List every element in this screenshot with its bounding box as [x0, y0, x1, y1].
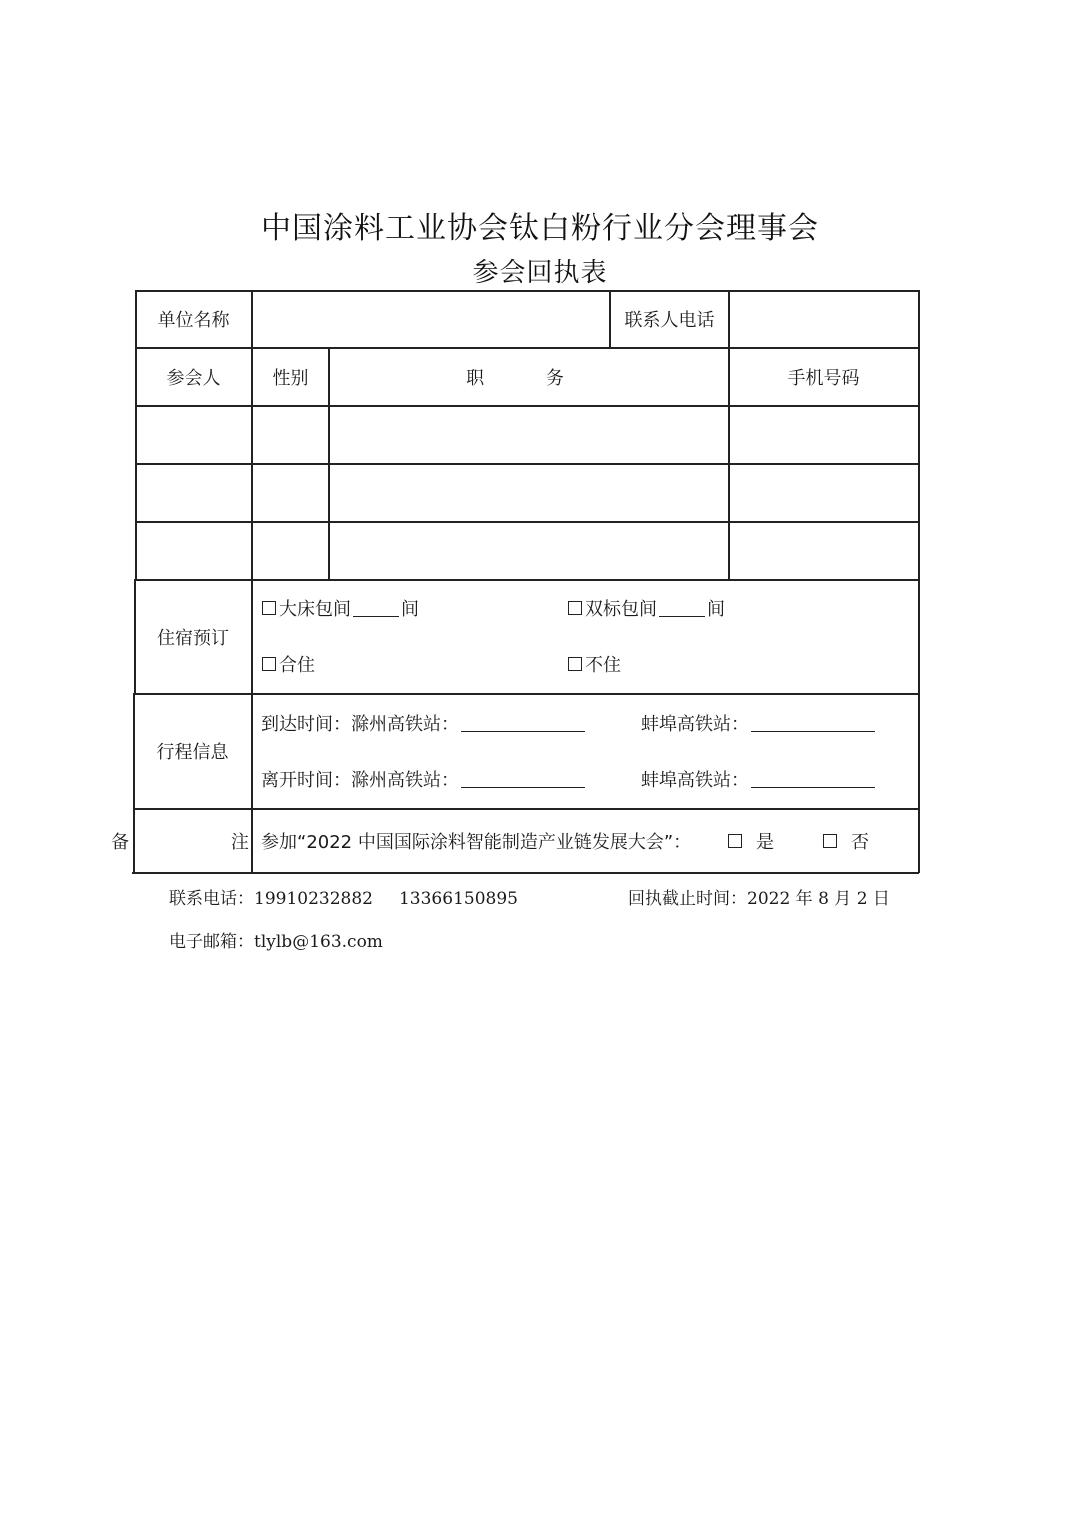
arrival-label: 到达时间：	[261, 714, 351, 735]
attendee-name-field[interactable]	[137, 407, 250, 462]
form-subtitle: 参会回执表	[472, 258, 608, 288]
lodging-shared-label: 合住	[279, 655, 315, 676]
attendee-name-field[interactable]	[137, 465, 250, 520]
checkbox-icon	[262, 601, 276, 615]
form-title: 中国涂料工业协会钛白粉行业分会理事会	[261, 211, 819, 246]
attendee-position-field[interactable]	[330, 523, 727, 578]
departure-bengbu-blank[interactable]	[751, 771, 875, 788]
unit-name-field[interactable]	[253, 291, 608, 347]
mobile-header: 手机号码	[787, 367, 860, 389]
arrival-bengbu-row	[641, 708, 877, 738]
phone-number: 13366150895	[398, 889, 518, 909]
yes-label: 是	[756, 831, 774, 853]
checkbox-icon	[568, 601, 582, 615]
no-label: 否	[851, 831, 869, 853]
room-count-blank[interactable]	[353, 600, 399, 617]
lodging-label: 住宿预订	[157, 627, 229, 649]
remarks-yes-option[interactable]	[728, 809, 774, 872]
email-label: 电子邮箱：	[169, 932, 254, 952]
contact-phone-field[interactable]	[730, 291, 917, 347]
deadline-value: 2022 年 8 月 2 日	[747, 889, 890, 909]
departure-row	[261, 764, 587, 794]
checkbox-icon	[823, 834, 837, 848]
lodging-king-label: 大床包间	[279, 599, 351, 620]
checkbox-icon	[728, 834, 742, 848]
bengbu-station-label: 蚌埠高铁站：	[641, 714, 749, 735]
deadline-label: 回执截止时间：	[628, 889, 747, 909]
room-unit-label: 间	[401, 599, 419, 620]
room-count-blank[interactable]	[659, 600, 705, 617]
lodging-shared-option[interactable]	[262, 650, 315, 678]
attendee-gender-field[interactable]	[253, 407, 327, 462]
contact-phone-line	[169, 884, 518, 909]
attendee-mobile-field[interactable]	[730, 465, 917, 520]
bengbu-station-label: 蚌埠高铁站：	[641, 770, 749, 791]
departure-label: 离开时间：	[261, 770, 351, 791]
chuzhou-station-label: 滁州高铁站：	[351, 770, 459, 791]
arrival-bengbu-blank[interactable]	[751, 715, 875, 732]
email-value[interactable]: tlylb@163.com	[254, 932, 383, 952]
remarks-text: 参加“2022 中国国际涂料智能制造产业链发展大会”：	[261, 831, 692, 853]
lodging-king-option[interactable]	[262, 594, 419, 622]
lodging-twin-label: 双标包间	[585, 599, 657, 620]
email-line	[169, 927, 383, 952]
attendee-gender-field[interactable]	[253, 523, 327, 578]
departure-chuzhou-blank[interactable]	[461, 771, 585, 788]
arrival-row	[261, 708, 587, 738]
gender-header: 性别	[272, 367, 309, 389]
departure-bengbu-row	[641, 764, 877, 794]
lodging-none-option[interactable]	[568, 650, 621, 678]
attendee-mobile-field[interactable]	[730, 523, 917, 578]
phone-label: 联系电话：	[169, 889, 254, 909]
lodging-twin-option[interactable]	[568, 594, 725, 622]
chuzhou-station-label: 滁州高铁站：	[351, 714, 459, 735]
attendee-name-field[interactable]	[137, 523, 250, 578]
attendee-gender-field[interactable]	[253, 465, 327, 520]
arrival-chuzhou-blank[interactable]	[461, 715, 585, 732]
checkbox-icon	[262, 657, 276, 671]
unit-name-label: 单位名称	[157, 310, 230, 331]
attendee-header: 参会人	[166, 367, 221, 389]
attendee-position-field[interactable]	[330, 407, 727, 462]
attendee-mobile-field[interactable]	[730, 407, 917, 462]
table-row-divider	[135, 579, 919, 581]
attendee-position-field[interactable]	[330, 465, 727, 520]
remarks-no-option[interactable]	[823, 809, 869, 872]
contact-phone-label: 联系人电话	[624, 310, 715, 331]
room-unit-label: 间	[707, 599, 725, 620]
position-header: 职 务	[466, 367, 592, 389]
itinerary-label: 行程信息	[156, 742, 229, 763]
checkbox-icon	[568, 657, 582, 671]
deadline-line	[628, 884, 890, 909]
lodging-none-label: 不住	[585, 655, 621, 676]
table-border-right	[918, 290, 920, 873]
remarks-label: 备 注	[111, 831, 297, 853]
phone-number: 19910232882	[254, 889, 373, 909]
